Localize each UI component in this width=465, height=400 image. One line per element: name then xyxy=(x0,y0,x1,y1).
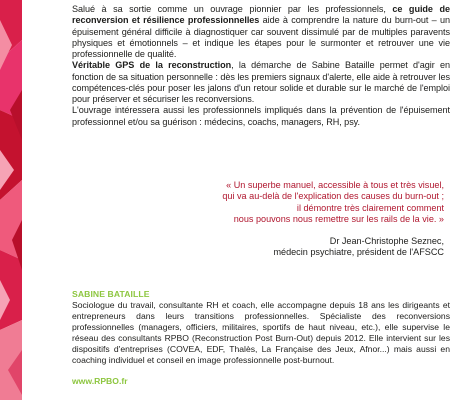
emphasis-guide: ce guide de reconversion et résilience professionnelles xyxy=(72,4,450,26)
testimonial-quote xyxy=(72,180,444,226)
blurb-paragraph-1: Salué à sa sortie comme un ouvrage pionnier par les professionnels, ce guide de reconversion et résilience professionnelles aide à comprendre la nature du burn-out – un épuisement général difficile à diagnostiquer car souvent dissimulé par de multiples paravents physiques et émotionnels – et indique les étapes pour le surmonter et retrouver une vie professionnelle de qualité. xyxy=(72,4,450,59)
attribution-role: médecin psychiatre, président de l'AFSCC xyxy=(273,247,444,258)
quote-line: « Un superbe manuel, accessible à tous et très visuel, xyxy=(226,180,444,190)
website-link[interactable]: www.RPBO.fr xyxy=(72,376,128,386)
polygon-pattern xyxy=(0,0,22,400)
back-cover-blurb xyxy=(72,4,450,128)
decorative-band xyxy=(0,0,22,400)
author-bio: Sociologue du travail, consultante RH et coach, elle accompagne depuis 18 ans les dirigeants et entrepreneurs dans leurs transitions professionnelles. Spécialiste des reconversions professionnelles (managers, officiers, militaires, sportifs de haut niveau, etc.), elle supervise le réseau des consultants RPBO (Reconstruction Post Burn-Out) depuis 2012. Elle intervient sur les dispositifs d'entreprises (COVEA, EDF, Thalès, La Française des Jeux, Afnor...) mais aussi en coaching individuel et conseil en image professionnelle post-burnout. xyxy=(72,300,450,365)
emphasis-gps: Véritable GPS de la reconstruction xyxy=(72,60,232,71)
blurb-paragraph-2: Véritable GPS de la reconstruction, la démarche de Sabine Bataille permet d'agir en fonction de sa situation personnelle : dès les premiers signaux d'alerte, elle aide à retrouver les compétences-clés pour poser les jalons d'un retour solide et durable sur le marché de l'emploi pour préserver et sécuriser les reconversions. xyxy=(72,60,451,104)
author-name: SABINE BATAILLE xyxy=(72,289,150,299)
quote-line: qui va au-delà de l'explication des causes du burn-out ; xyxy=(222,191,444,202)
blurb-paragraph-3: L'ouvrage intéressera aussi les professionnels impliqués dans la prévention de l'épuisement professionnel et/ou sa guérison : médecins, coachs, managers, RH, psy. xyxy=(72,105,450,127)
quote-attribution xyxy=(72,236,444,259)
attribution-name: Dr Jean-Christophe Seznec, xyxy=(329,236,444,246)
quote-line: nous pouvons nous remettre sur les rails de la vie. » xyxy=(233,214,444,225)
quote-line: il démontre très clairement comment xyxy=(296,202,444,213)
